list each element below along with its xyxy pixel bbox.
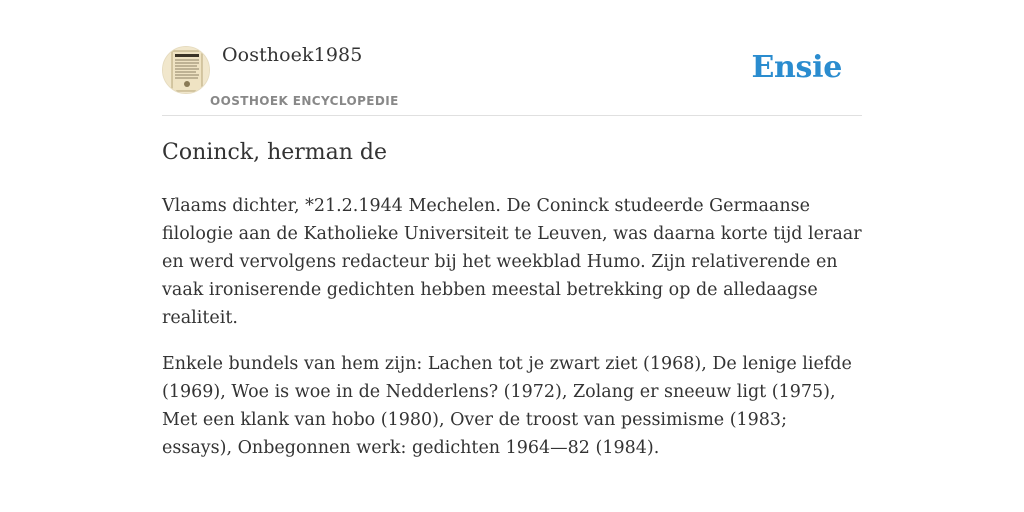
article-body	[162, 192, 862, 480]
article-header	[162, 0, 862, 116]
article-title: Coninck, herman de	[162, 140, 388, 165]
article-paragraph: Enkele bundels van hem zijn: Lachen tot je zwart ziet (1968), De lenige liefde (1969), Woe is woe in de Nedderlens? (1972), Zolang er sneeuw ligt (1975), Met een klank van hobo (1980), Over de troost van pessimisme (1983; essays), Onbegonnen werk: gedichten 1964—82 (1984).	[162, 354, 852, 458]
article-card	[162, 0, 862, 512]
article-paragraph: Vlaams dichter, *21.2.1944 Mechelen. De Coninck studeerde Germaanse filologie aan de Katholieke Universiteit te Leuven, was daarna korte tijd leraar en werd vervolgens redacteur bij het weekblad Humo. Zijn relativerende en vaak ironiserende gedichten hebben meestal betrekking op de alledaagse realiteit.	[162, 196, 862, 328]
source-label[interactable]: OOSTHOEK ENCYCLOPEDIE	[210, 94, 399, 108]
brand-logo[interactable]: Ensie	[751, 50, 842, 85]
author-name[interactable]: Oosthoek1985	[222, 44, 363, 66]
avatar[interactable]	[162, 46, 210, 94]
encyclopedia-cover-icon	[163, 47, 210, 94]
